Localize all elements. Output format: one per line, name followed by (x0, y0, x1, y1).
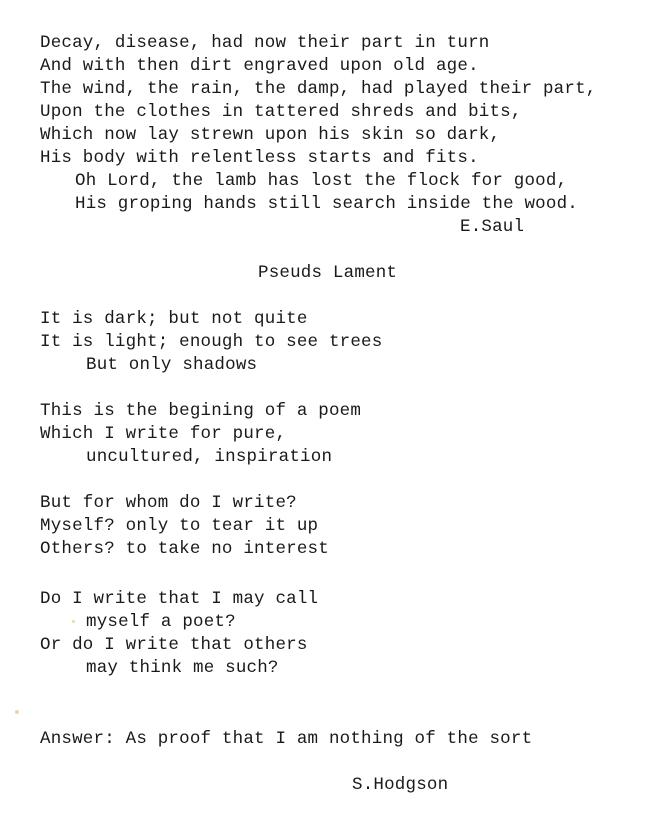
poem2-author: S.Hodgson (352, 775, 449, 795)
poem2-answer: Answer: As proof that I am nothing of the sort (40, 729, 533, 749)
poem2-stanza2-line3: uncultured, inspiration (86, 447, 333, 467)
poem2-stanza4-line1: Do I write that I may call (40, 589, 319, 609)
poem2-stanza1-line1: It is dark; but not quite (40, 309, 308, 329)
paper-speck (15, 710, 19, 714)
poem1-line-5: Which now lay strewn upon his skin so dark, (40, 125, 501, 145)
poem2-stanza3-line1: But for whom do I write? (40, 493, 297, 513)
poem2-title: Pseuds Lament (258, 263, 398, 283)
poem1-line-1: Decay, disease, had now their part in turn (40, 33, 490, 53)
poem2-stanza3-line3: Others? to take no interest (40, 539, 329, 559)
poem2-stanza2-line2: Which I write for pure, (40, 424, 287, 444)
poem1-line-6: His body with relentless starts and fits. (40, 148, 479, 168)
paper-speck (72, 620, 75, 623)
poem1-line-4: Upon the clothes in tattered shreds and bits, (40, 102, 522, 122)
poem2-stanza1-line2: It is light; enough to see trees (40, 332, 383, 352)
poem1-line-3: The wind, the rain, the damp, had played their part, (40, 79, 597, 99)
poem1-line-7: Oh Lord, the lamb has lost the flock for good, (75, 171, 568, 191)
poem2-stanza4-line3: Or do I write that others (40, 635, 308, 655)
poem2-stanza3-line2: Myself? only to tear it up (40, 516, 319, 536)
poem1-author: E.Saul (460, 217, 525, 237)
poem2-stanza4-line2: myself a poet? (86, 612, 236, 632)
poem2-stanza2-line1: This is the begining of a poem (40, 401, 362, 421)
poem2-stanza4-line4: may think me such? (86, 658, 279, 678)
poem2-stanza1-line3: But only shadows (86, 355, 258, 375)
poem1-line-8: His groping hands still search inside the wood. (75, 194, 578, 214)
poem1-line-2: And with then dirt engraved upon old age. (40, 56, 479, 76)
